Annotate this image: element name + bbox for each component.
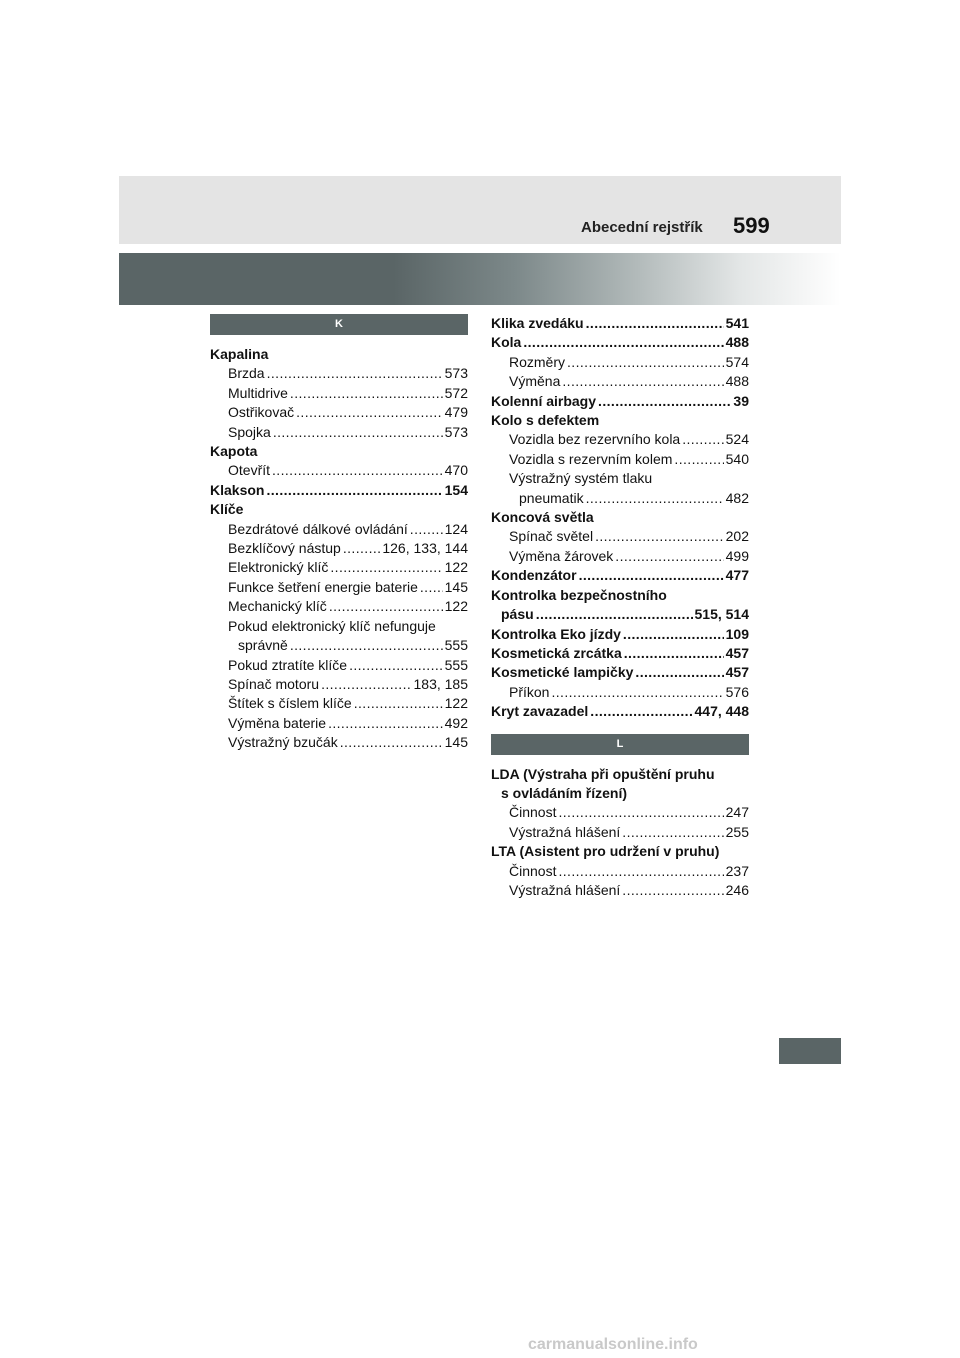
index-entry-label: Brzda <box>228 365 265 382</box>
index-entry-label: Činnost <box>509 804 557 821</box>
index-entry-label: správně <box>238 637 288 654</box>
dot-leader <box>290 384 443 403</box>
index-entry-label: Kryt zavazadel <box>491 703 589 720</box>
index-entry-label: Kontrolka Eko jízdy <box>491 625 621 642</box>
index-entry[interactable] <box>210 558 468 577</box>
index-entry[interactable] <box>491 372 749 391</box>
index-entry[interactable] <box>210 578 468 597</box>
index-entry-page[interactable]: 540 <box>725 450 749 467</box>
chapter-gradient-bar <box>119 253 841 305</box>
dot-leader <box>579 566 724 585</box>
letter-heading-k: K <box>210 314 468 335</box>
index-entry[interactable] <box>210 423 468 442</box>
dot-leader <box>622 823 723 842</box>
index-entry-page[interactable]: 247 <box>725 804 749 821</box>
dot-leader <box>330 558 442 577</box>
index-entry-page[interactable]: 183, 185 <box>413 675 468 692</box>
index-entry-page[interactable]: 145 <box>444 734 468 751</box>
dot-leader <box>558 862 723 881</box>
index-entry-page[interactable]: 515, 514 <box>694 606 749 623</box>
index-entry-page[interactable]: 499 <box>725 547 749 564</box>
index-entry-label: Kapalina <box>210 346 269 362</box>
index-entry-label: Vozidla s rezervním kolem <box>509 450 673 467</box>
index-entry-label: Výměna žárovek <box>509 547 614 564</box>
index-entry-page[interactable]: 154 <box>444 481 468 498</box>
index-entry-label: Výstražná hlášení <box>509 881 621 898</box>
index-entry-page[interactable]: 109 <box>725 625 749 642</box>
index-entry[interactable] <box>491 803 749 822</box>
dot-leader <box>551 683 723 702</box>
index-entry-page[interactable]: 124 <box>444 520 468 537</box>
dot-leader <box>267 364 443 383</box>
index-entry-label: Výstražný bzučák <box>228 734 338 751</box>
dot-leader <box>536 605 693 624</box>
index-entry-page[interactable]: 126, 133, 144 <box>382 540 468 557</box>
dot-leader <box>329 597 443 616</box>
index-entry-label: Kolo s defektem <box>491 412 600 429</box>
index-entry-label: Funkce šetření energie baterie <box>228 578 418 595</box>
index-entry-label: Vozidla bez rezervního kola <box>509 431 681 448</box>
dot-leader <box>586 489 724 508</box>
index-entry-page[interactable]: 145 <box>444 578 468 595</box>
index-entry[interactable] <box>210 675 468 694</box>
index-entry[interactable] <box>210 364 468 383</box>
index-entry-page[interactable]: 470 <box>444 462 468 479</box>
dot-leader <box>586 314 724 333</box>
index-entry-label: Kosmetická zrcátka <box>491 644 622 661</box>
dot-leader <box>558 803 723 822</box>
dot-leader <box>349 656 443 675</box>
dot-leader <box>340 733 443 752</box>
index-entry[interactable] <box>491 765 749 784</box>
index-entry[interactable] <box>491 683 749 702</box>
dot-leader <box>328 714 443 733</box>
index-entry[interactable] <box>210 636 468 655</box>
index-entry[interactable] <box>210 656 468 675</box>
index-entry[interactable] <box>210 500 468 519</box>
index-entry[interactable] <box>210 442 468 461</box>
index-entry-label: Otevřít <box>228 462 271 479</box>
index-entry-page[interactable]: 573 <box>444 423 468 440</box>
index-entry-page[interactable]: 122 <box>444 598 468 615</box>
index-entry[interactable] <box>210 539 468 558</box>
index-entry[interactable] <box>491 784 749 803</box>
dot-leader <box>273 423 443 442</box>
index-entry-label: Kola <box>491 334 522 351</box>
index-entry[interactable] <box>491 527 749 546</box>
chapter-side-tab <box>779 1038 841 1064</box>
index-entry-page[interactable]: 237 <box>725 862 749 879</box>
dot-leader <box>682 430 723 449</box>
index-entry[interactable] <box>491 353 749 372</box>
index-entry-label: Kontrolka bezpečnostního <box>491 586 667 603</box>
index-entry-label: Výstražný systém tlaku <box>509 470 653 487</box>
index-entry-label: Výstražná hlášení <box>509 823 621 840</box>
index-entry[interactable] <box>491 411 749 430</box>
letter-heading-l: L <box>491 734 749 755</box>
dot-leader <box>420 578 443 597</box>
dot-leader <box>674 450 723 469</box>
index-entry-label: Kosmetické lampičky <box>491 664 634 681</box>
index-entry-label: Koncová světla <box>491 509 594 526</box>
index-entry[interactable] <box>491 842 749 861</box>
index-entry-page[interactable]: 488 <box>725 334 749 351</box>
index-entry-label: Ostřikovač <box>228 404 295 421</box>
index-entry[interactable] <box>491 644 749 663</box>
index-entry[interactable] <box>491 333 749 352</box>
index-entry-label: Spojka <box>228 423 271 440</box>
index-column-left <box>210 314 468 753</box>
index-entry-page[interactable]: 457 <box>725 644 749 661</box>
dot-leader <box>635 663 723 682</box>
index-entry-label: Příkon <box>509 683 550 700</box>
dot-leader <box>266 481 442 500</box>
index-entry-label: Kapota <box>210 443 258 460</box>
index-entry-page[interactable]: 447, 448 <box>694 703 749 720</box>
index-entry[interactable] <box>210 694 468 713</box>
dot-leader <box>296 403 443 422</box>
index-entry[interactable] <box>491 702 749 721</box>
index-entry-label: Výměna baterie <box>228 714 327 731</box>
index-entry-label: Kolenní airbagy <box>491 392 597 409</box>
index-entry-page[interactable]: 479 <box>444 404 468 421</box>
index-entry-page[interactable]: 457 <box>725 664 749 681</box>
index-entry[interactable] <box>210 384 468 403</box>
index-entry-page[interactable]: 122 <box>444 695 468 712</box>
index-entry[interactable] <box>491 430 749 449</box>
index-entry[interactable] <box>210 345 468 364</box>
dot-leader <box>321 675 411 694</box>
index-entry-label: Mechanický klíč <box>228 598 327 615</box>
index-entry-label: Pokud ztratíte klíče <box>228 656 348 673</box>
dot-leader <box>343 539 381 558</box>
index-entry[interactable] <box>491 566 749 585</box>
index-entry-label: Rozměry <box>509 353 566 370</box>
index-entry-page[interactable]: 573 <box>444 365 468 382</box>
index-entry-page[interactable]: 255 <box>725 823 749 840</box>
index-entry-page[interactable]: 477 <box>725 567 749 584</box>
index-column-right <box>491 314 749 900</box>
dot-leader <box>410 520 443 539</box>
dot-leader <box>567 353 724 372</box>
dot-leader <box>290 636 443 655</box>
index-entry[interactable] <box>491 625 749 644</box>
index-entry[interactable] <box>210 617 468 636</box>
index-entry-page[interactable]: 524 <box>725 431 749 448</box>
index-entry-label: Kondenzátor <box>491 567 577 584</box>
index-entry[interactable] <box>210 597 468 616</box>
dot-leader <box>272 461 443 480</box>
index-entry[interactable] <box>210 733 468 752</box>
index-entry-label: Bezklíčový nástup <box>228 540 341 557</box>
index-entry-page[interactable]: 39 <box>733 392 749 409</box>
index-entry-label: LDA (Výstraha při opuštění pruhu <box>491 765 715 782</box>
index-entry[interactable] <box>210 481 468 500</box>
index-entry[interactable] <box>491 314 749 333</box>
index-entry-label: LTA (Asistent pro udržení v pruhu) <box>491 843 720 860</box>
index-entry-page[interactable]: 572 <box>444 384 468 401</box>
page-number: 599 <box>733 213 770 238</box>
index-entry[interactable] <box>491 450 749 469</box>
index-entry-page[interactable]: 488 <box>725 373 749 390</box>
dot-leader <box>622 881 723 900</box>
index-entry[interactable] <box>491 469 749 488</box>
index-entry-page[interactable]: 555 <box>444 637 468 654</box>
index-entry-label: Klika zvedáku <box>491 315 584 331</box>
index-entry[interactable] <box>491 547 749 566</box>
index-entry-page[interactable]: 574 <box>725 353 749 370</box>
index-entry-page[interactable]: 492 <box>444 714 468 731</box>
index-entry-label: Štítek s číslem klíče <box>228 695 352 712</box>
dot-leader <box>590 702 692 721</box>
index-entry-label: Pokud elektronický klíč nefunguje <box>228 617 436 634</box>
dot-leader <box>354 694 443 713</box>
dot-leader <box>624 644 724 663</box>
index-entry[interactable] <box>210 714 468 733</box>
dot-leader <box>623 625 724 644</box>
index-entry-label: pneumatik <box>519 489 584 506</box>
index-entry-label: Klíče <box>210 501 244 518</box>
index-entry-label: pásu <box>501 606 534 623</box>
section-title: Abecední rejstřík <box>581 219 703 236</box>
index-entry-label: Činnost <box>509 862 557 879</box>
index-entry-label: Elektronický klíč <box>228 559 329 576</box>
index-entry[interactable] <box>491 586 749 605</box>
index-entry-page[interactable]: 541 <box>725 315 749 331</box>
index-entry-page[interactable]: 122 <box>444 559 468 576</box>
index-entry-page[interactable]: 555 <box>444 656 468 673</box>
dot-leader <box>595 527 724 546</box>
index-entry-page[interactable]: 246 <box>725 881 749 898</box>
index-entry[interactable] <box>491 862 749 881</box>
index-entry-page[interactable]: 576 <box>725 683 749 700</box>
index-entry[interactable] <box>210 403 468 422</box>
index-entry-page[interactable]: 202 <box>725 528 749 545</box>
dot-leader <box>523 333 723 352</box>
index-entry[interactable] <box>491 508 749 527</box>
index-entry-label: s ovládáním řízení) <box>501 784 628 801</box>
index-entry-label: Spínač světel <box>509 528 594 545</box>
index-entry[interactable] <box>491 489 749 508</box>
index-entry[interactable] <box>491 881 749 900</box>
dot-leader <box>562 372 723 391</box>
index-entry[interactable] <box>491 823 749 842</box>
index-entry[interactable] <box>491 663 749 682</box>
index-entry[interactable] <box>210 461 468 480</box>
watermark: carmanualsonline.info <box>528 1336 698 1353</box>
index-entry-label: Bezdrátové dálkové ovládání <box>228 520 408 537</box>
index-entry-label: Klakson <box>210 481 265 498</box>
index-entry[interactable] <box>491 392 749 411</box>
index-entry-label: Multidrive <box>228 384 288 401</box>
dot-leader <box>598 392 731 411</box>
dot-leader <box>615 547 723 566</box>
index-entry[interactable] <box>491 605 749 624</box>
index-entry-label: Spínač motoru <box>228 675 320 692</box>
section-spacer <box>491 722 749 734</box>
index-entry-label: Výměna <box>509 373 561 390</box>
index-entry[interactable] <box>210 520 468 539</box>
index-entry-page[interactable]: 482 <box>725 489 749 506</box>
